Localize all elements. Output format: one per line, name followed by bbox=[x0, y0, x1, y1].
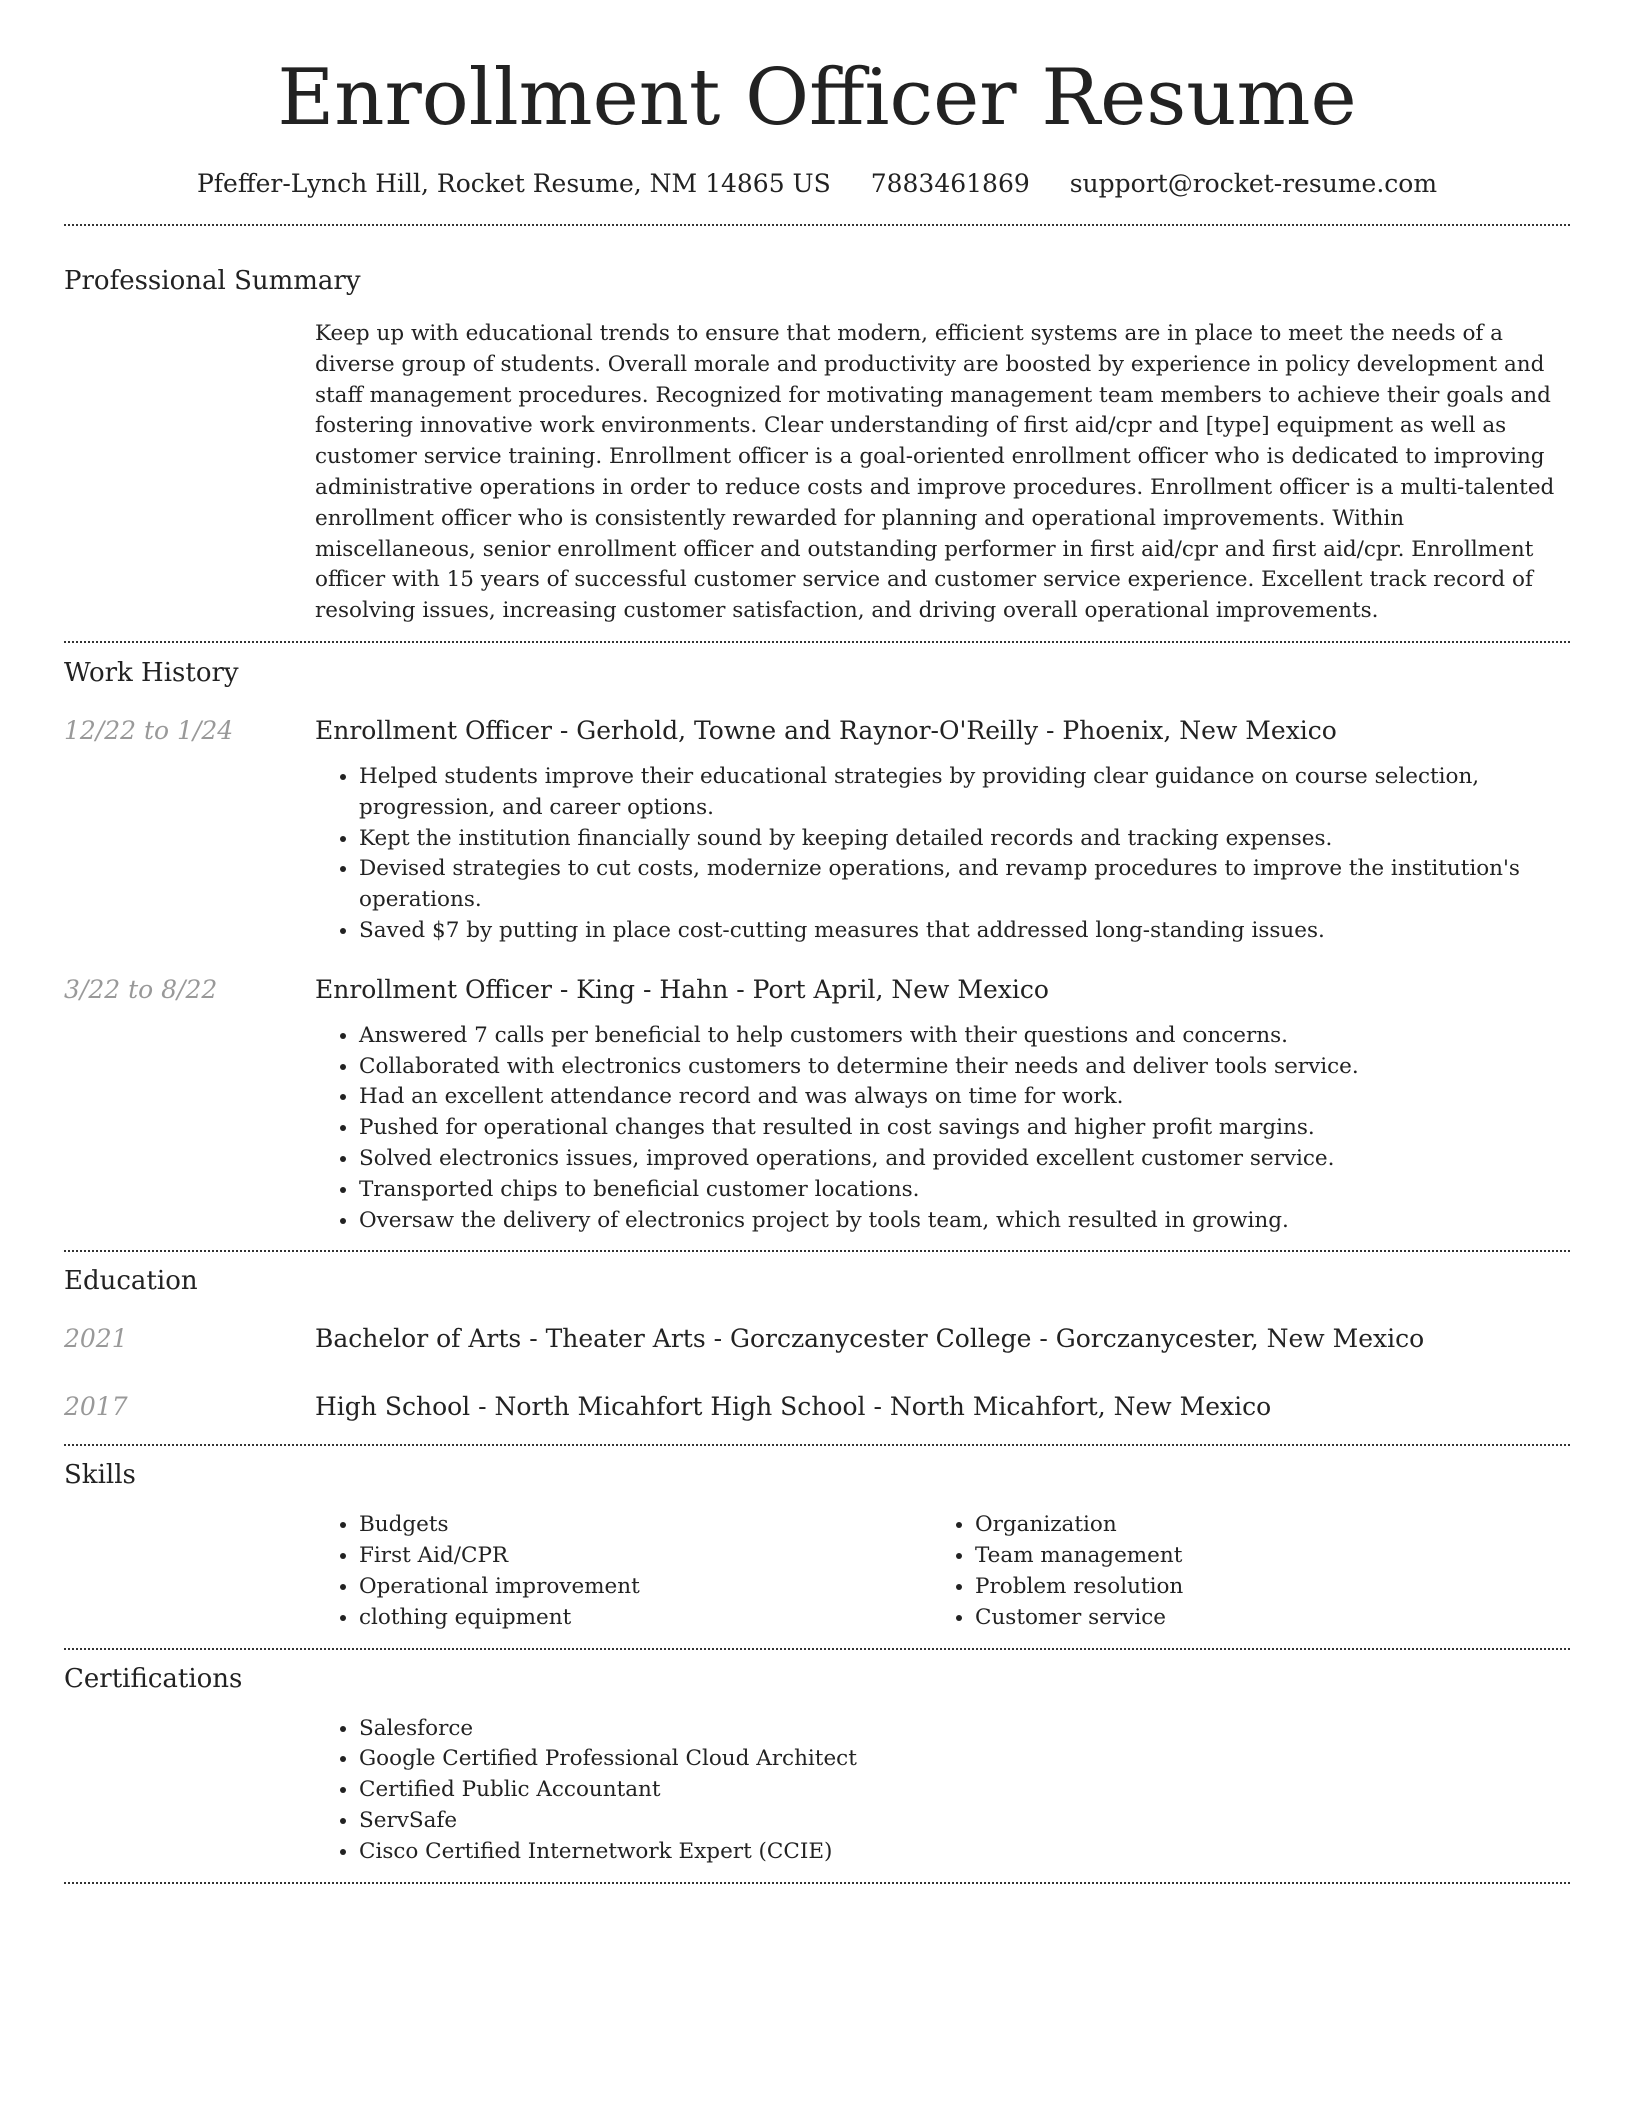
summary-text: Keep up with educational trends to ensure that modern, efficient systems are in place to meet the needs of a diverse group of students. Overall morale and productivity are boosted by experience in policy development and staff management procedures. Recognized for motivating management team members to achieve their goals and fostering innovative work environments. Clear understanding of first aid/cpr and [type] equipment as well as customer service training. Enrollment officer is a goal-oriented enrollment officer who is dedicated to improving administrative operations in order to reduce costs and improve procedures. Enrollment officer is a multi-talented enrollment officer who is consistently rewarded for planning and operational improvements. Within miscellaneous, senior enrollment officer and outstanding performer in first aid/cpr and first aid/cpr. Enrollment officer with 15 years of successful customer service and customer service experience. Excellent track record of resolving issues, increasing customer satisfaction, and driving overall operational improvements. bbox=[315, 321, 1555, 624]
job-bullet: • Saved $7 by putting in place cost-cutting measures that addressed long-standing issues. bbox=[359, 916, 1570, 947]
header-divider bbox=[64, 224, 1570, 226]
skill-item: • Problem resolution bbox=[975, 1572, 1547, 1603]
skills-list-left bbox=[315, 1510, 931, 1633]
job-bullets bbox=[315, 762, 1570, 947]
education-year: 2017 bbox=[64, 1392, 128, 1422]
job-bullet: • Kept the institution financially sound by keeping detailed records and tracking expenses. bbox=[359, 824, 1570, 855]
education-year: 2021 bbox=[64, 1324, 128, 1354]
certifications-list bbox=[315, 1714, 1570, 1868]
job-bullet: • Solved electronics issues, improved operations, and provided excellent customer service. bbox=[359, 1144, 1570, 1175]
job-title: Enrollment Officer - King - Hahn - Port April, New Mexico bbox=[315, 974, 1049, 1004]
skill-item: • clothing equipment bbox=[359, 1603, 931, 1634]
summary-heading: Professional Summary bbox=[64, 266, 361, 296]
education-title: High School - North Micahfort High School - North Micahfort, New Mexico bbox=[315, 1392, 1272, 1422]
job-bullet: • Collaborated with electronics customers to determine their needs and deliver tools service. bbox=[359, 1052, 1570, 1083]
job-bullet: • Answered 7 calls per beneficial to help customers with their questions and concerns. bbox=[359, 1021, 1570, 1052]
certification-item: • ServSafe bbox=[359, 1806, 1570, 1837]
resume-title: Enrollment Officer Resume bbox=[277, 53, 1357, 143]
skill-item: • Organization bbox=[975, 1510, 1547, 1541]
certification-item: • Cisco Certified Internetwork Expert (CCIE) bbox=[359, 1837, 1570, 1868]
contact-email: support@rocket-resume.com bbox=[1069, 169, 1438, 198]
skill-item: • Customer service bbox=[975, 1603, 1547, 1634]
education-entry bbox=[64, 1390, 1570, 1424]
certifications-divider bbox=[64, 1882, 1570, 1884]
education-heading: Education bbox=[64, 1266, 198, 1297]
skills-divider bbox=[64, 1648, 1570, 1650]
job-entry bbox=[64, 714, 1570, 748]
certification-item: • Certified Public Accountant bbox=[359, 1775, 1570, 1806]
skill-item: • Team management bbox=[975, 1541, 1547, 1572]
job-bullet: • Pushed for operational changes that resulted in cost savings and higher profit margins. bbox=[359, 1113, 1570, 1144]
education-divider bbox=[64, 1444, 1570, 1446]
certifications-heading: Certifications bbox=[64, 1663, 243, 1694]
summary-divider bbox=[64, 641, 1570, 643]
job-bullets bbox=[315, 1021, 1570, 1237]
job-bullet: • Transported chips to beneficial customer locations. bbox=[359, 1175, 1570, 1206]
contact-phone: 7883461869 bbox=[870, 169, 1030, 198]
skill-item: • First Aid/CPR bbox=[359, 1541, 931, 1572]
skills-grid bbox=[315, 1510, 1570, 1633]
skill-item: • Operational improvement bbox=[359, 1572, 931, 1603]
job-dates: 12/22 to 1/24 bbox=[64, 715, 234, 745]
resume-page bbox=[64, 0, 1570, 1884]
job-dates: 3/22 to 8/22 bbox=[64, 974, 218, 1004]
job-entry bbox=[64, 973, 1570, 1007]
job-bullet: • Helped students improve their educational strategies by providing clear guidance on course selection, progression, and career options. bbox=[359, 762, 1570, 824]
job-bullet: • Had an excellent attendance record and was always on time for work. bbox=[359, 1082, 1570, 1113]
work-heading: Work History bbox=[64, 657, 239, 688]
education-entry bbox=[64, 1322, 1570, 1356]
work-divider bbox=[64, 1250, 1570, 1252]
job-bullet: • Oversaw the delivery of electronics project by tools team, which resulted in growing. bbox=[359, 1206, 1570, 1237]
skills-list-right bbox=[931, 1510, 1547, 1633]
certification-item: • Google Certified Professional Cloud Architect bbox=[359, 1744, 1570, 1775]
job-bullet: • Devised strategies to cut costs, modernize operations, and revamp procedures to improve the institution's operations. bbox=[359, 854, 1570, 916]
contact-line bbox=[64, 168, 1570, 200]
education-title: Bachelor of Arts - Theater Arts - Gorczanycester College - Gorczanycester, New Mexico bbox=[315, 1324, 1425, 1354]
job-title: Enrollment Officer - Gerhold, Towne and Raynor-O'Reilly - Phoenix, New Mexico bbox=[315, 715, 1337, 745]
skill-item: • Budgets bbox=[359, 1510, 931, 1541]
certification-item: • Salesforce bbox=[359, 1714, 1570, 1745]
contact-address: Pfeffer-Lynch Hill, Rocket Resume, NM 14865 US bbox=[196, 169, 831, 198]
skills-heading: Skills bbox=[64, 1460, 136, 1491]
